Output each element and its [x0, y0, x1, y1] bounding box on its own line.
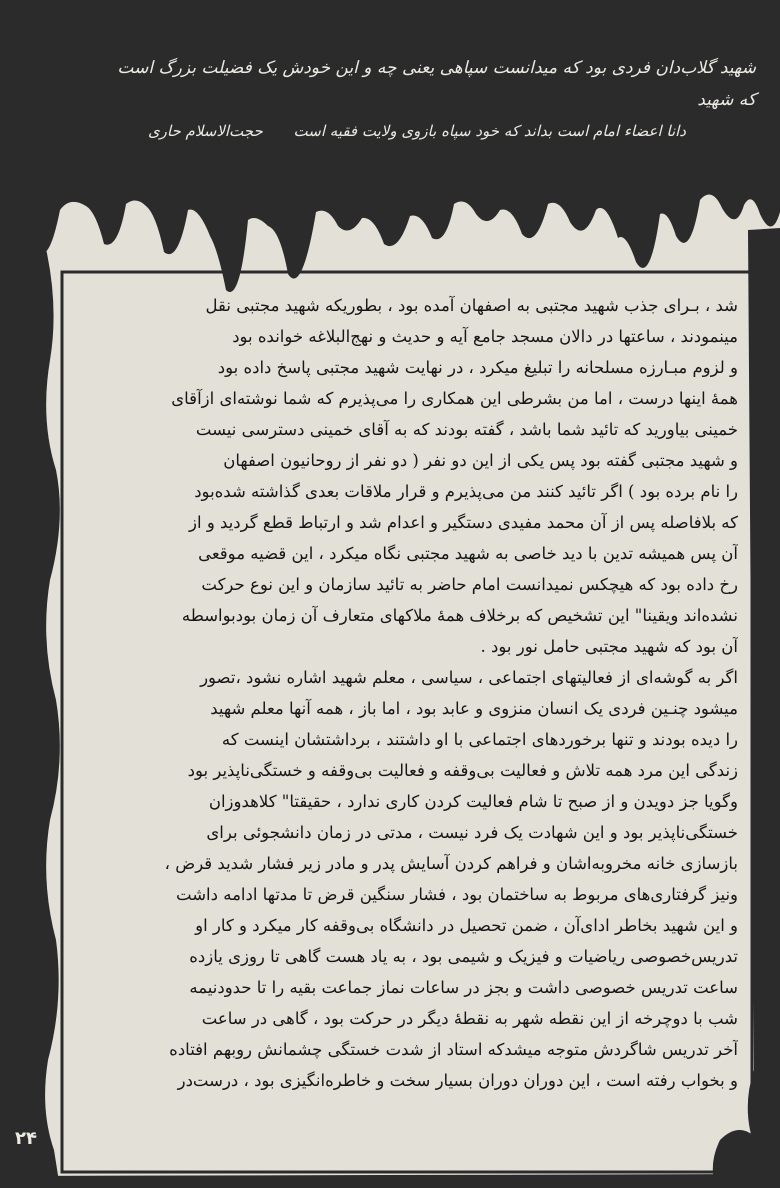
text-line: وگویا جز دویدن و از صبح تا شام فعالیت کردن کاری ندارد ، حقیقتا" کلاهدوزان: [208, 792, 738, 811]
text-line: شب با دوچرخه از این نقطه شهر به نقطهٔ دیگر در حرکت بود ، گاهی در ساعت: [201, 1009, 738, 1028]
quote-line-2: [106, 116, 756, 146]
text-line: همهٔ اینها درست ، اما من بشرطی این همکاری را می‌پذیرم که شما نوشته‌ای ازآقای: [171, 389, 738, 408]
text-line: اگر به گوشه‌ای از فعالیتهای اجتماعی ، سیاسی ، معلم شهید اشاره نشود ،تصور: [200, 668, 738, 687]
text-line: و شهید مجتبی گفته بود پس یکی از این دو نفر ( دو نفر از روحانیون اصفهان: [223, 451, 738, 470]
page-number: ۲۴: [15, 1128, 37, 1149]
text-line: آخر تدریس شاگردش متوجه میشدکه استاد از شدت خستگی چشمانش روبهم افتاده: [169, 1040, 738, 1059]
quote-line-1: شهید گلاب‌دان فردی بود که میدانست سپاهی یعنی چه و این خودش یک فضیلت بزرگ است که شهید: [117, 58, 756, 110]
text-line: شد ، بـرای جذب شهید مجتبی به اصفهان آمده بود ، بطوریکه شهید مجتبی نقل: [205, 296, 738, 315]
quote-author: حجت‌الاسلام حاری: [147, 122, 263, 140]
text-line: و بخواب رفته است ، این دوران دوران بسیار سخت و خاطره‌انگیزی بود ، درست‌در: [177, 1071, 738, 1090]
text-line: زندگی این مرد همه تلاش و فعالیت بی‌وقفه و فعالیت بی‌وقفه و خستگی‌ناپذیر بود: [187, 761, 738, 780]
text-line: را دیده بودند و تنها برخوردهای اجتماعی با او داشتند ، برداشتشان اینست که: [221, 730, 738, 749]
text-line: و لزوم مبـارزه مسلحانه را تبلیغ میکرد ، در نهایت شهید مجتبی پاسخ داده بود: [217, 358, 738, 377]
text-line: آن بود که شهید مجتبی حامل نور بود .: [480, 637, 738, 656]
text-line: را نام برده بود ) اگر تائید کنند من می‌پذیرم و قرار ملاقات بعدی گذاشته شده‌بود: [194, 482, 738, 501]
text-line: بازسازی خانه مخروبه‌اشان و فراهم کردن آسایش پدر و مادر زیر فشار شدید قرض ،: [164, 854, 738, 873]
text-line: ونیز گرفتاری‌های مربوط به ساختمان بود ، فشار سنگین قرض تا مدتها ادامه داشت: [176, 885, 738, 904]
text-line: میشود چنـین فردی یک انسان منزوی و عابد بود ، اما باز ، همه آنها معلم شهید: [210, 699, 738, 718]
article-body: [78, 290, 738, 1096]
text-line: خستگی‌ناپذیر بود و این شهادت یک فرد نیست ، مدتی در زمان دانشجوئی برای: [206, 823, 738, 842]
text-line: آن پس همیشه تدین با دید خاصی به شهید مجتبی نگاه میکرد ، این قضیه موقعی: [198, 544, 738, 563]
header-quote: [106, 52, 756, 146]
text-line: رخ داده بود که هیچکس نمیدانست امام حاضر به تائید سازمان و این نوع حرکت: [201, 575, 738, 594]
text-line: مینمودند ، ساعتها در دالان مسجد جامع آیه و حدیث و نهج‌البلاغه خوانده بود: [232, 327, 738, 346]
paragraph-1: [78, 290, 738, 662]
text-line: و این شهید بخاطر ادای‌آن ، ضمن تحصیل در دانشگاه بی‌وقفه کار میکرد و کار او: [195, 916, 738, 935]
text-line: که بلافاصله پس از آن محمد مفیدی دستگیر و اعدام شد و ارتباط قطع گردید و از: [189, 513, 738, 532]
text-line: ساعت تدریس خصوصی داشت و بجز در ساعات نماز جماعت بقیه را تا حدودنیمه: [189, 978, 738, 997]
paragraph-2: [78, 662, 738, 1096]
quote-line-2-text: دانا اعضاء امام است بداند که خود سپاه بازوی ولایت فقیه است: [293, 122, 686, 140]
text-line: نشده‌اند ویقینا" این تشخیص که برخلاف همهٔ ملاکهای متعارف آن زمان بودبواسطه: [181, 606, 738, 625]
text-line: تدریس‌خصوصی ریاضیات و فیزیک و شیمی بود ، به یاد هست گاهی تا روزی یازده: [189, 947, 738, 966]
text-line: خمینی بیاورید که تائید شما باشد ، گفته بودند که به آقای خمینی دسترسی نیست: [195, 420, 738, 439]
